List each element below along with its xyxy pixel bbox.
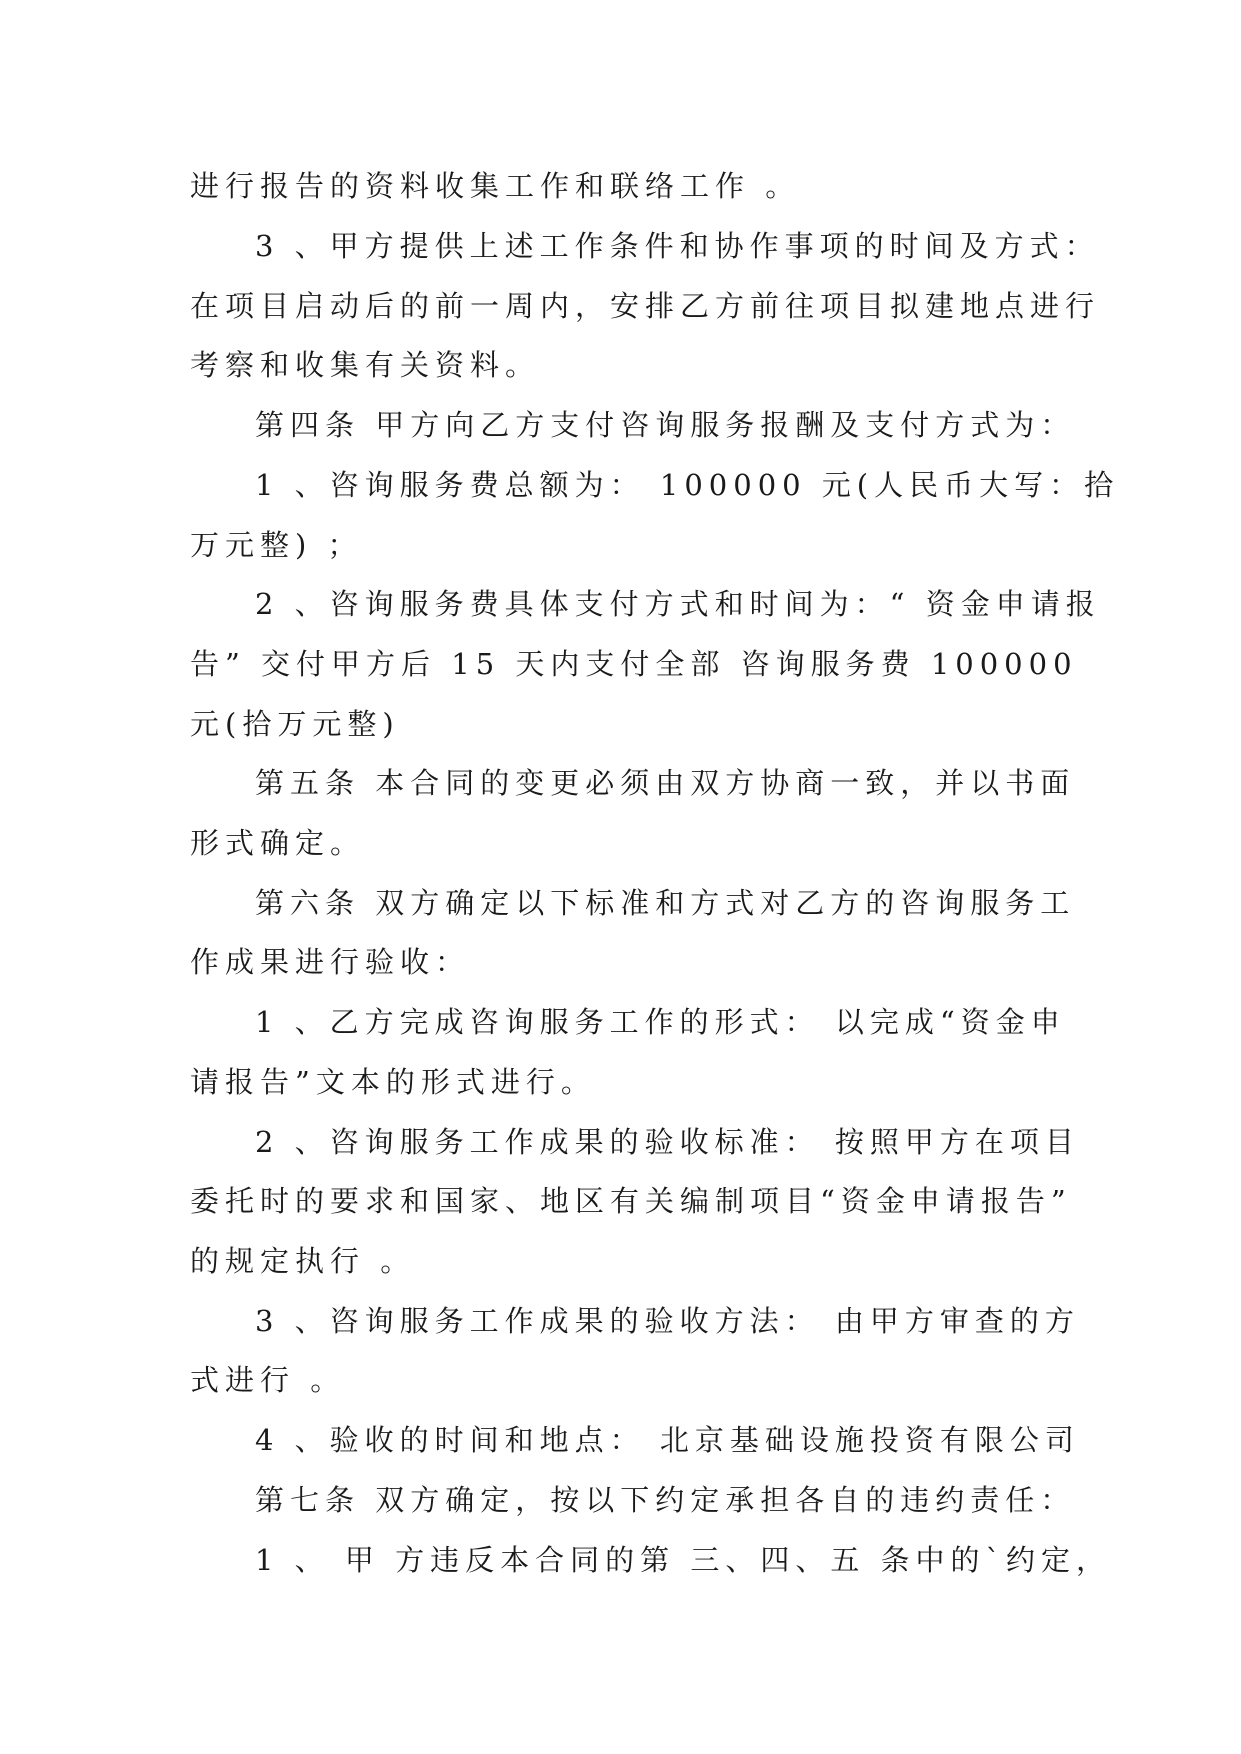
text-line: 的规定执行 。 bbox=[190, 1244, 416, 1278]
article-heading: 第四条 甲方向乙方支付咨询服务报酬及支付方式为： bbox=[255, 408, 1076, 442]
text-line: 在项目启动后的前一周内，安排乙方前往项目拟建地点进行 bbox=[190, 289, 1101, 323]
text-line: 委托时的要求和国家、地区有关编制项目“资金申请报告” bbox=[190, 1184, 1072, 1218]
text-line: 请报告”文本的形式进行。 bbox=[190, 1065, 596, 1099]
article-heading: 第七条 双方确定，按以下约定承担各自的违约责任： bbox=[255, 1483, 1076, 1517]
text-line: 考察和收集有关资料。 bbox=[190, 348, 541, 382]
text-line: 3 、咨询服务工作成果的验收方法： 由甲方审查的方 bbox=[255, 1304, 1080, 1338]
text-line: 元(拾万元整) bbox=[190, 707, 400, 741]
text-line: 2 、咨询服务工作成果的验收标准： 按照甲方在项目 bbox=[255, 1125, 1080, 1159]
text-line: 2 、咨询服务费具体支付方式和时间为：“ 资金申请报 bbox=[255, 587, 1101, 621]
text-line: 式进行 。 bbox=[190, 1363, 346, 1397]
text-line: 告” 交付甲方后 15 天内支付全部 咨询服务费 100000 bbox=[190, 647, 1078, 681]
text-line: 1 、乙方完成咨询服务工作的形式： 以完成“资金申 bbox=[255, 1005, 1066, 1039]
text-line: 进行报告的资料收集工作和联络工作 。 bbox=[190, 169, 801, 203]
text-line: 3 、甲方提供上述工作条件和协作事项的时间及方式： bbox=[255, 229, 1100, 263]
text-line: 作成果进行验收： bbox=[190, 945, 471, 979]
text-line: 形式确定。 bbox=[190, 826, 366, 860]
text-line: 1 、咨询服务费总额为： 100000 元(人民币大写：拾 bbox=[255, 468, 1120, 502]
article-heading: 第六条 双方确定以下标准和方式对乙方的咨询服务工 bbox=[255, 886, 1076, 920]
text-line: 4 、验收的时间和地点： 北京基础设施投资有限公司 bbox=[255, 1423, 1080, 1457]
text-line: 万元整) ； bbox=[190, 528, 363, 562]
text-line: 1 、 甲 方违反本合同的第 三、四、五 条中的`约定， bbox=[255, 1543, 1112, 1577]
article-heading: 第五条 本合同的变更必须由双方协商一致，并以书面 bbox=[255, 766, 1076, 800]
